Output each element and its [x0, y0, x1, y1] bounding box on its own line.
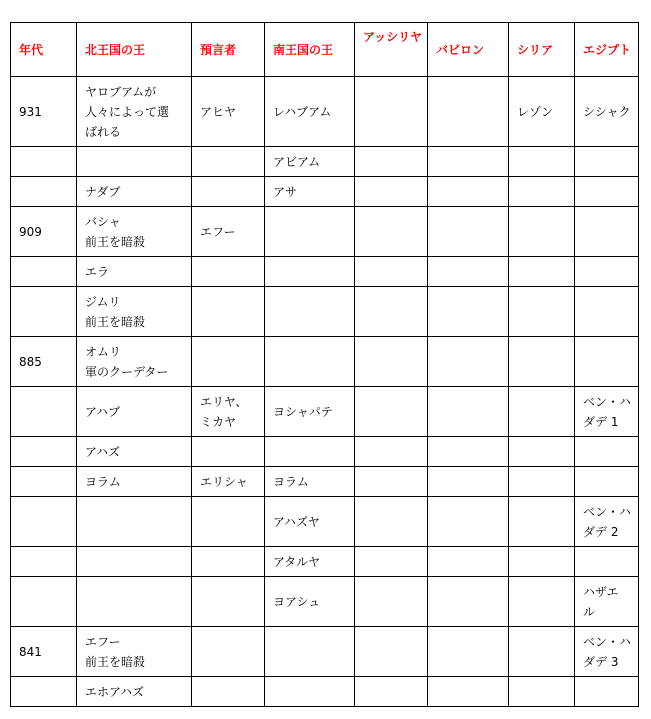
egypt-cell: ベン・ハ ダデ 1	[575, 387, 639, 437]
egypt-cell	[575, 257, 639, 287]
babylon-cell	[428, 497, 509, 547]
prophet-cell	[192, 287, 265, 337]
table-row	[11, 437, 639, 467]
egypt-cell	[575, 467, 639, 497]
south-king-cell: レハブアム	[265, 77, 355, 147]
syria-cell	[509, 437, 575, 467]
egypt-cell: ベン・ハ ダデ 2	[575, 497, 639, 547]
prophet-cell	[192, 547, 265, 577]
egypt-cell	[575, 177, 639, 207]
egypt-cell: シシャク	[575, 77, 639, 147]
era-cell: 841	[11, 627, 77, 677]
syria-cell	[509, 577, 575, 627]
era-cell	[11, 387, 77, 437]
babylon-cell	[428, 467, 509, 497]
header-egypt: エジプト	[575, 23, 639, 77]
kings-chronology-table	[10, 22, 639, 707]
assyria-cell	[355, 547, 428, 577]
babylon-cell	[428, 257, 509, 287]
south-king-cell: アハズヤ	[265, 497, 355, 547]
syria-cell	[509, 207, 575, 257]
era-cell	[11, 257, 77, 287]
syria-cell	[509, 287, 575, 337]
north-king-cell: エホアハズ	[77, 677, 192, 707]
prophet-cell	[192, 437, 265, 467]
babylon-cell	[428, 577, 509, 627]
north-king-cell: オムリ 軍のクーデター	[77, 337, 192, 387]
prophet-cell: アヒヤ	[192, 77, 265, 147]
egypt-cell	[575, 147, 639, 177]
south-king-cell: アビアム	[265, 147, 355, 177]
prophet-cell	[192, 337, 265, 387]
prophet-cell	[192, 677, 265, 707]
south-king-cell	[265, 207, 355, 257]
north-king-cell: エラ	[77, 257, 192, 287]
assyria-cell	[355, 147, 428, 177]
header-row	[11, 23, 639, 77]
prophet-cell	[192, 627, 265, 677]
assyria-cell	[355, 627, 428, 677]
assyria-cell	[355, 467, 428, 497]
prophet-cell	[192, 147, 265, 177]
prophet-cell	[192, 497, 265, 547]
assyria-cell	[355, 387, 428, 437]
era-cell: 885	[11, 337, 77, 387]
table-row	[11, 467, 639, 497]
egypt-cell	[575, 337, 639, 387]
table-body	[11, 77, 639, 707]
header-north-king: 北王国の王	[77, 23, 192, 77]
assyria-cell	[355, 287, 428, 337]
syria-cell	[509, 497, 575, 547]
babylon-cell	[428, 287, 509, 337]
north-king-cell: ジムリ 前王を暗殺	[77, 287, 192, 337]
egypt-cell	[575, 677, 639, 707]
table-row	[11, 627, 639, 677]
north-king-cell	[77, 497, 192, 547]
south-king-cell	[265, 627, 355, 677]
table-row	[11, 147, 639, 177]
south-king-cell: ヨアシュ	[265, 577, 355, 627]
north-king-cell	[77, 147, 192, 177]
era-cell	[11, 177, 77, 207]
babylon-cell	[428, 77, 509, 147]
south-king-cell	[265, 257, 355, 287]
north-king-cell: アハズ	[77, 437, 192, 467]
north-king-cell: ヤロブアムが 人々によって選 ばれる	[77, 77, 192, 147]
table-row	[11, 547, 639, 577]
north-king-cell: ヨラム	[77, 467, 192, 497]
syria-cell	[509, 147, 575, 177]
era-cell	[11, 547, 77, 577]
syria-cell	[509, 257, 575, 287]
south-king-cell	[265, 337, 355, 387]
prophet-cell: エリシャ	[192, 467, 265, 497]
table-row	[11, 207, 639, 257]
assyria-cell	[355, 677, 428, 707]
south-king-cell: ヨシャパテ	[265, 387, 355, 437]
assyria-cell	[355, 437, 428, 467]
era-cell	[11, 147, 77, 177]
header-syria: シリア	[509, 23, 575, 77]
babylon-cell	[428, 627, 509, 677]
babylon-cell	[428, 207, 509, 257]
era-cell: 931	[11, 77, 77, 147]
south-king-cell: アタルヤ	[265, 547, 355, 577]
babylon-cell	[428, 387, 509, 437]
era-cell	[11, 497, 77, 547]
era-cell	[11, 577, 77, 627]
era-cell	[11, 437, 77, 467]
syria-cell	[509, 677, 575, 707]
prophet-cell	[192, 577, 265, 627]
babylon-cell	[428, 547, 509, 577]
syria-cell	[509, 627, 575, 677]
table-row	[11, 677, 639, 707]
table-row	[11, 387, 639, 437]
table-row	[11, 287, 639, 337]
north-king-cell: エフー 前王を暗殺	[77, 627, 192, 677]
table-row	[11, 497, 639, 547]
egypt-cell	[575, 437, 639, 467]
north-king-cell: バシャ 前王を暗殺	[77, 207, 192, 257]
north-king-cell: ナダブ	[77, 177, 192, 207]
assyria-cell	[355, 337, 428, 387]
syria-cell: レゾン	[509, 77, 575, 147]
assyria-cell	[355, 77, 428, 147]
header-babylon: バビロン	[428, 23, 509, 77]
south-king-cell	[265, 677, 355, 707]
header-era: 年代	[11, 23, 77, 77]
assyria-cell	[355, 497, 428, 547]
egypt-cell: ハザエ ル	[575, 577, 639, 627]
babylon-cell	[428, 437, 509, 467]
egypt-cell: ベン・ハ ダデ 3	[575, 627, 639, 677]
south-king-cell: アサ	[265, 177, 355, 207]
egypt-cell	[575, 287, 639, 337]
syria-cell	[509, 387, 575, 437]
syria-cell	[509, 337, 575, 387]
header-assyria: アッシリヤ	[355, 23, 428, 77]
era-cell	[11, 467, 77, 497]
era-cell	[11, 287, 77, 337]
south-king-cell	[265, 287, 355, 337]
table-row	[11, 77, 639, 147]
table-row	[11, 177, 639, 207]
header-prophet: 預言者	[192, 23, 265, 77]
prophet-cell	[192, 257, 265, 287]
assyria-cell	[355, 577, 428, 627]
prophet-cell: エフー	[192, 207, 265, 257]
north-king-cell	[77, 547, 192, 577]
south-king-cell	[265, 437, 355, 467]
north-king-cell: アハブ	[77, 387, 192, 437]
prophet-cell: エリヤ、 ミカヤ	[192, 387, 265, 437]
north-king-cell	[77, 577, 192, 627]
babylon-cell	[428, 147, 509, 177]
babylon-cell	[428, 677, 509, 707]
syria-cell	[509, 177, 575, 207]
babylon-cell	[428, 337, 509, 387]
syria-cell	[509, 467, 575, 497]
table-row	[11, 337, 639, 387]
table-row	[11, 257, 639, 287]
syria-cell	[509, 547, 575, 577]
assyria-cell	[355, 207, 428, 257]
south-king-cell: ヨラム	[265, 467, 355, 497]
egypt-cell	[575, 547, 639, 577]
header-south-king: 南王国の王	[265, 23, 355, 77]
prophet-cell	[192, 177, 265, 207]
era-cell	[11, 677, 77, 707]
egypt-cell	[575, 207, 639, 257]
babylon-cell	[428, 177, 509, 207]
assyria-cell	[355, 257, 428, 287]
assyria-cell	[355, 177, 428, 207]
era-cell: 909	[11, 207, 77, 257]
table-row	[11, 577, 639, 627]
